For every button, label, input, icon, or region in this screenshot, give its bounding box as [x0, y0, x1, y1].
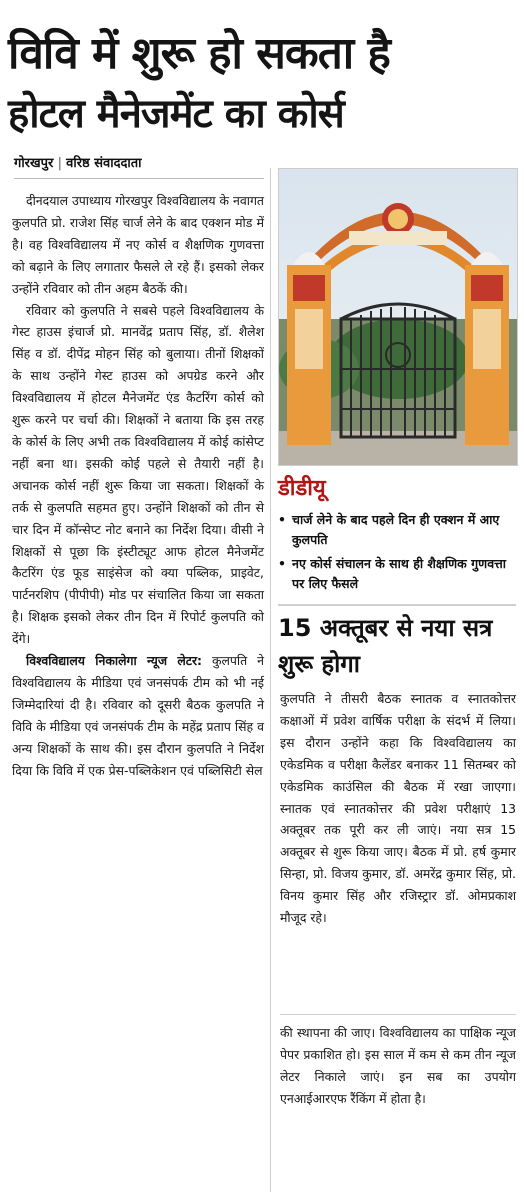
left-article-column	[12, 190, 264, 781]
newsletter-subheading: विश्वविद्यालय निकालेगा न्यूज लेटर:	[26, 653, 203, 669]
right-article-column	[280, 688, 516, 929]
session-paragraph: कुलपति ने तीसरी बैठक स्नातक व स्नातकोत्तर कक्षाओं में प्रवेश वार्षिक परीक्षा के संदर्भ में लिया। इस दौरान उन्होंने कहा कि विश्वविद्यालय का एकेडमिक व परीक्षा कैलेंडर बनाकर 11 सितम्बर को एकेडमिक काउंसिल की बैठक में रखा जाएगा। स्नातक एवं स्नातकोत्तर की प्रवेश परीक्षाएं 13 अक्तूबर तक पूरी कर ली जाएं। नया सत्र 15 अक्तूबर से शुरू किया जाए। बैठक में प्रो. हर्ष कुमार सिन्हा, प्रो. विजय कुमार, डॉ. अमरेंद्र कुमार सिंह, प्रो. विनय कुमार सिंह और रजिस्ट्रार डॉ. ओमप्रकाश मौजूद रहे।	[280, 691, 516, 926]
left-paragraph-3	[12, 650, 264, 781]
bullet-icon: •	[278, 556, 286, 571]
highlight-text: चार्ज लेने के बाद पहले दिन ही एक्शन में आए कुलपति	[292, 512, 500, 547]
left-paragraph-3-text: कुलपति ने विश्वविद्यालय के मीडिया एवं जनसंपर्क टीम को भी नई जिम्मेदारियां दी है। रविवार को दूसरी बैठक कुलपति ने विवि के मीडिया एवं जनसंपर्क टीम के महेंद्र प्रताप सिंह व अन्य शिक्षकों के साथ की। इस दौरान कुलपति ने निर्देश दिया कि विवि में एक प्रेस-पब्लिकेशन एवं पब्लिसिटी सेल	[12, 653, 265, 778]
headline-line-1: विवि में शुरू हो सकता है	[8, 28, 390, 80]
dateline-separator: |	[57, 156, 63, 171]
left-paragraph-2: रविवार को कुलपति ने सबसे पहले विश्वविद्यालय के गेस्ट हाउस इंचार्ज प्रो. मानवेंद्र प्रताप सिंह, डॉ. शैलेश सिंह व डॉ. दीपेंद्र मोहन सिंह को बुलाया। तीनों शिक्षकों के साथ उन्होंने गेस्ट हाउस को अपग्रेड करने और विश्वविद्यालय में होटल मैनेजमेंट एंड कैटरिंग कोर्स को शुरू करने पर चर्चा की। शिक्षकों ने बताया कि इस तरह के कोर्स के लिए अभी तक विश्वविद्यालय में कोई कांसेप्ट नहीं बना था। इसकी कोई पहले से तैयारी नहीं है। अचानक कोर्स नहीं शुरू किया जा सकता। शिक्षकों के तर्क से कुलपति सहमत हुए। उन्होंने शिक्षकों को तीन से चार दिन में कॉन्सेप्ट नोट बनाने का निर्देश दिया। वीसी ने शिक्षकों से पूछा कि इंस्टीट्यूट आफ होटल मैनेजमेंट कैटरिंग एंड फूड साइंसेज को क्या पब्लिक, प्राइवेट, पार्टनरशिप (पीपीपी) मोड पर संचालित किया जा सकता है। शिक्षक इसको लेकर तीन दिन में रिपोर्ट कुलपति को देंगे।	[12, 302, 264, 647]
continuation-column	[280, 1022, 516, 1110]
university-gate-photo	[278, 168, 518, 466]
dateline	[14, 154, 264, 179]
headline	[8, 23, 516, 143]
headline-line-2: होटल मैनेजमेंट का कोर्स	[8, 91, 344, 138]
highlight-item	[278, 510, 516, 550]
gate-illustration	[279, 169, 517, 465]
ddu-tag: डीडीयू	[278, 476, 326, 501]
highlight-text: नए कोर्स संचालन के साथ ही शैक्षणिक गुणवत्ता पर लिए फैसले	[292, 556, 507, 591]
section-divider	[280, 1014, 516, 1015]
session-subheading: 15 अक्तूबर से नया सत्र शुरू होगा	[278, 604, 516, 682]
highlights-list	[278, 510, 516, 594]
dateline-reporter: वरिष्ठ संवाददाता	[66, 156, 142, 171]
left-paragraph-1: दीनदयाल उपाध्याय गोरखपुर विश्वविद्यालय के नवागत कुलपति प्रो. राजेश सिंह चार्ज लेने के बाद एक्शन मोड में है। वह विश्वविद्यालय में नए कोर्स व शैक्षणिक गुणवत्ता को बढ़ाने के लिए लगातार फैसले ले रहे हैं। इसको लेकर उन्होंने रविवार को तीन अहम बैठकें की।	[12, 193, 264, 296]
dateline-place: गोरखपुर	[14, 156, 54, 171]
column-divider	[270, 168, 271, 1192]
highlight-item	[278, 554, 516, 594]
continuation-paragraph: की स्थापना की जाए। विश्वविद्यालय का पाक्षिक न्यूज पेपर प्रकाशित हो। इस साल में कम से कम तीन न्यूज लेटर निकाले जाएं। इन सब का उपयोग एनआईआरएफ रैंकिंग में होता है।	[280, 1025, 516, 1106]
bullet-icon: •	[278, 512, 286, 527]
highlights-box	[278, 474, 516, 598]
